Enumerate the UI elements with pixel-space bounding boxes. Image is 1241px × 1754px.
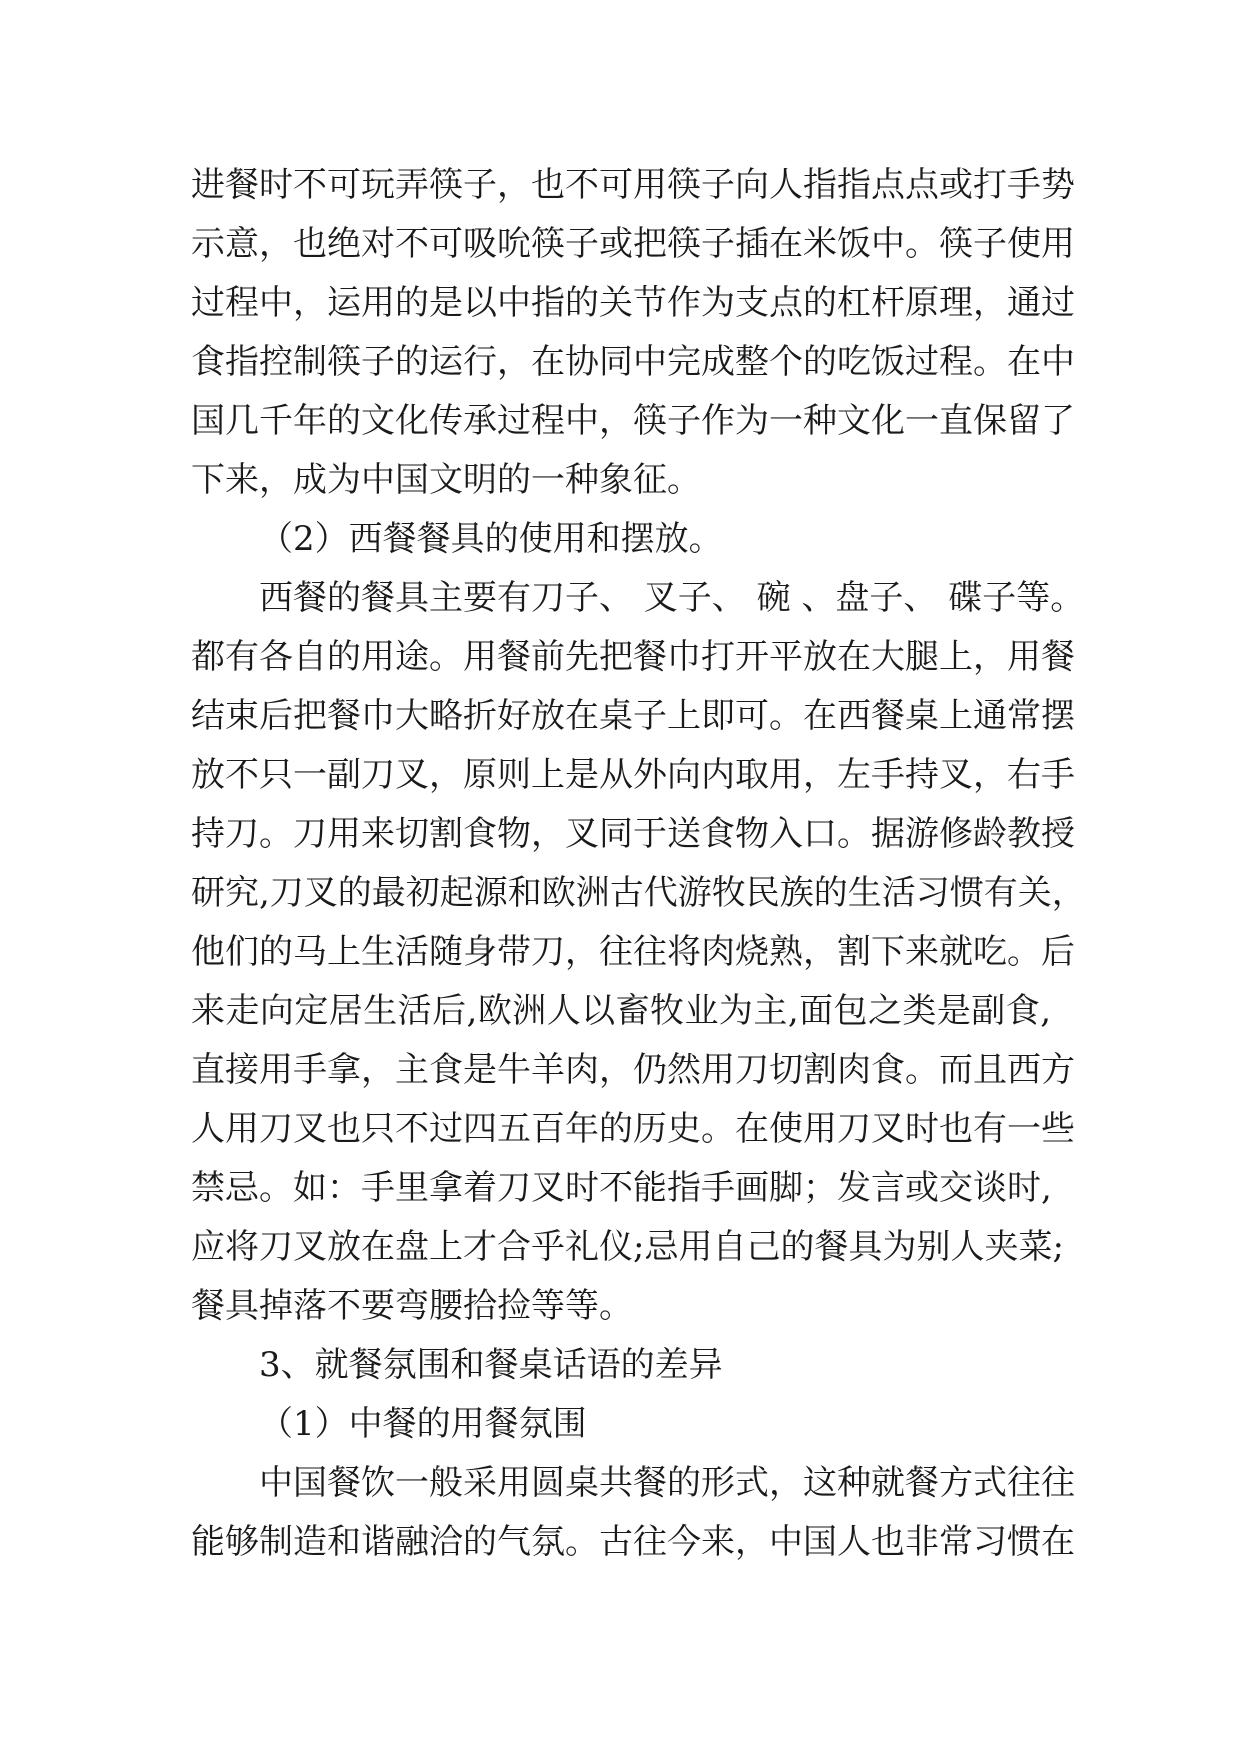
text-line: 示意，也绝对不可吸吮筷子或把筷子插在米饭中。筷子使用 [191, 224, 1075, 264]
text-line: 食指控制筷子的运行，在协同中完成整个的吃饭过程。在中 [191, 342, 1075, 382]
text-line: 下来，成为中国文明的一种象征。 [191, 460, 701, 500]
text-line: 都有各自的用途。用餐前先把餐巾打开平放在大腿上，用餐 [191, 637, 1075, 677]
body-text [191, 156, 1086, 1572]
text-line: 进餐时不可玩弄筷子，也不可用筷子向人指指点点或打手势 [191, 165, 1075, 205]
text-line: 持刀。刀用来切割食物，叉同于送食物入口。据游修龄教授 [191, 814, 1075, 854]
text-line: 国几千年的文化传承过程中，筷子作为一种文化一直保留了 [191, 401, 1075, 441]
subsection-heading: （2）西餐餐具的使用和摆放。 [259, 519, 723, 559]
paragraph-first-line: 西餐的餐具主要有刀子、 叉子、 碗 、盘子、 碟子等。 [259, 578, 1085, 618]
text-line: 餐具掉落不要弯腰拾捡等等。 [191, 1286, 633, 1326]
text-line: 应将刀叉放在盘上才合乎礼仪;忌用自己的餐具为别人夹菜; [191, 1227, 1064, 1267]
text-line: 能够制造和谐融洽的气氛。古往今来，中国人也非常习惯在 [191, 1522, 1075, 1562]
section-heading: 3、就餐氛围和餐桌话语的差异 [259, 1345, 723, 1385]
text-line: 他们的马上生活随身带刀，往往将肉烧熟，割下来就吃。后 [191, 932, 1075, 972]
text-line: 结束后把餐巾大略折好放在桌子上即可。在西餐桌上通常摆 [191, 696, 1075, 736]
text-line: 禁忌。如：手里拿着刀叉时不能指手画脚；发言或交谈时, [191, 1168, 1052, 1208]
text-line: 来走向定居生活后,欧洲人以畜牧业为主,面包之类是副食, [191, 991, 1051, 1031]
subsection-heading: （1）中餐的用餐氛围 [259, 1404, 587, 1444]
text-line: 放不只一副刀叉，原则上是从外向内取用，左手持叉，右手 [191, 755, 1075, 795]
text-line: 人用刀叉也只不过四五百年的历史。在使用刀叉时也有一些 [191, 1109, 1075, 1149]
text-line: 过程中，运用的是以中指的关节作为支点的杠杆原理，通过 [191, 283, 1075, 323]
text-line: 研究,刀叉的最初起源和欧洲古代游牧民族的生活习惯有关， [191, 873, 1086, 913]
paragraph-first-line: 中国餐饮一般采用圆桌共餐的形式，这种就餐方式往往 [259, 1463, 1075, 1503]
text-line: 直接用手拿，主食是牛羊肉，仍然用刀切割肉食。而且西方 [191, 1050, 1075, 1090]
